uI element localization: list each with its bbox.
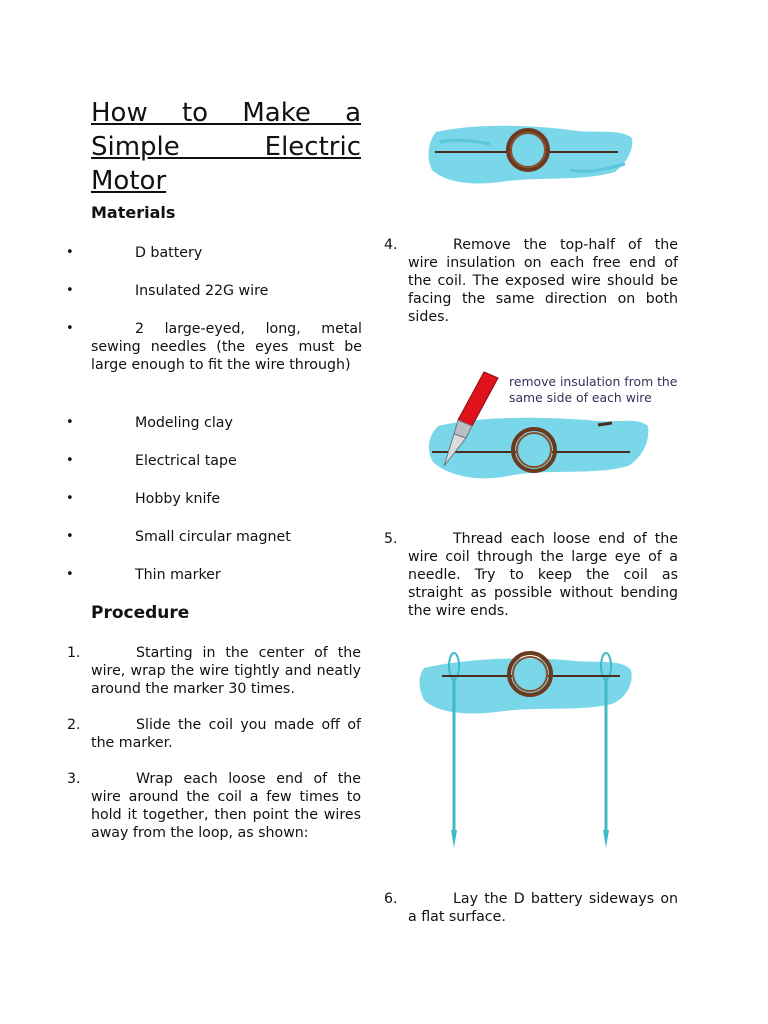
highlight-stroke [429, 126, 633, 184]
procedure-step-1: 1. Starting in the center of the wire, wrap the wire tightly and neatly around the marker 30 times. [67, 645, 361, 697]
list-item: • Modeling clay [66, 415, 233, 431]
bullet-icon: • [66, 567, 74, 582]
remove-insulation-illustration [418, 362, 728, 496]
left-column [0, 0, 380, 1024]
bullet-icon: • [66, 283, 74, 298]
bullet-icon: • [66, 453, 74, 468]
right-column [380, 0, 768, 1024]
needles-illustration [416, 640, 646, 854]
list-item: • Hobby knife [66, 491, 221, 507]
list-item: • Small circular magnet [66, 529, 291, 545]
bullet-icon: • [66, 321, 74, 336]
figure-caption-line-2: same side of each wire [509, 390, 652, 405]
procedure-heading: Procedure [91, 603, 190, 623]
title-line-3: Motor [91, 166, 167, 196]
procedure-step-2: 2. Slide the coil you made off of the marker. [67, 717, 361, 751]
list-item: • Electrical tape [66, 453, 237, 469]
list-item: • D battery [66, 245, 203, 261]
procedure-step-6: 6. Lay the D battery sideways on a flat surface. [384, 891, 678, 925]
bullet-icon: • [66, 491, 74, 506]
coil-illustration [420, 112, 650, 198]
list-item: • Insulated 22G wire [66, 283, 269, 299]
highlight-stroke [420, 658, 632, 713]
list-item: • 2 large-eyed, long, metal sewing needles (the eyes must be large enough to fit the wire through) [66, 321, 362, 373]
procedure-step-4: 4. Remove the top-half of the wire insulation on each free end of the coil. The exposed wire should be facing the same direction on both sides. [384, 237, 678, 325]
procedure-step-3: 3. Wrap each loose end of the wire around the coil a few times to hold it together, then point the wires away from the loop, as shown: [67, 771, 361, 841]
bullet-icon: • [66, 529, 74, 544]
title-line-1: How to Make a [91, 98, 361, 128]
materials-heading: Materials [91, 203, 176, 222]
page-title [91, 96, 361, 198]
procedure-step-5: 5. Thread each loose end of the wire coil through the large eye of a needle. Try to keep the coil as straight as possible without bending the wire ends. [384, 531, 678, 619]
list-item: • Thin marker [66, 567, 221, 583]
bullet-icon: • [66, 245, 74, 260]
figure-caption-line-1: remove insulation from the [509, 374, 678, 389]
title-line-2: Simple Electric [91, 132, 361, 162]
bullet-icon: • [66, 415, 74, 430]
